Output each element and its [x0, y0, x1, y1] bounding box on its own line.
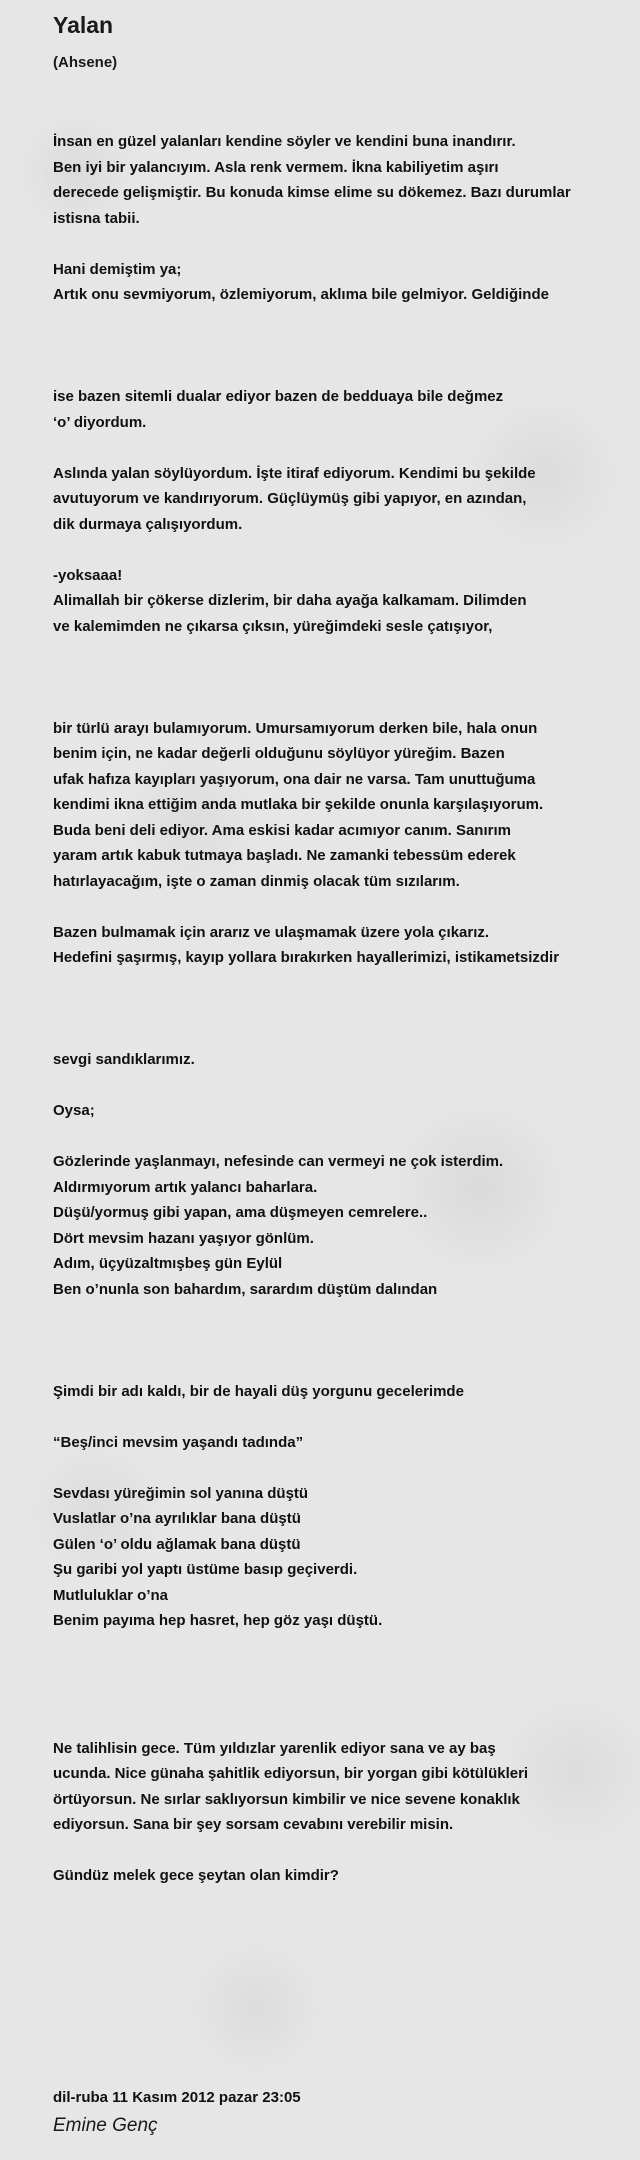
poem-line: Buda beni deli ediyor. Ama eskisi kadar acımıyor canım. Sanırım [53, 821, 511, 839]
poem-line: Şimdi bir adı kaldı, bir de hayali düş yorgunu gecelerimde [53, 1382, 464, 1400]
poem-line: ‘o’ diyordum. [53, 413, 147, 431]
stanza-1 [53, 129, 623, 231]
poem-line: ucunda. Nice günaha şahitlik ediyorsun, bir yorgan gibi kötülükleri [53, 1765, 529, 1782]
stanza-3 [53, 384, 623, 435]
poem-line: Artık onu sevmiyorum, özlemiyorum, aklıma bile gelmiyor. Geldiğinde [53, 286, 549, 303]
poem-line: -yoksaaa! [53, 566, 123, 584]
poem-line: istisna tabii. [53, 209, 140, 227]
poem-line: Oysa; [53, 1102, 95, 1119]
poem-line: kendimi ikna ettiğim anda mutlaka bir şekilde onunla karşılaşıyorum. [53, 796, 544, 813]
stanza-6 [53, 716, 623, 895]
poem-line: Vuslatlar o’na ayrılıklar bana düştü [53, 1510, 301, 1527]
stanza-13 [53, 1481, 623, 1634]
stanza-8 [53, 1047, 623, 1073]
poem-line: İnsan en güzel yalanları kendine söyler ve kendini buna inandırır. [53, 133, 516, 150]
poem-line: Alimallah bir çökerse dizlerim, bir daha ayağa kalkamam. Dilimden [53, 592, 527, 609]
poem-line: örtüyorsun. Ne sırlar saklıyorsun kimbilir ve nice sevene konaklık [53, 1790, 520, 1808]
poem-line: Gündüz melek gece şeytan olan kimdir? [53, 1867, 339, 1884]
poem-line: Hedefini şaşırmış, kayıp yollara bırakırken hayallerimizi, istikametsizdir [53, 949, 560, 966]
stanza-10 [53, 1149, 623, 1302]
stanza-4 [53, 461, 623, 538]
poem-line: Mutluluklar o’na [53, 1586, 169, 1604]
poem-line: Hani demiştim ya; [53, 260, 182, 278]
poem-line: Benim payıma hep hasret, hep göz yaşı düştü. [53, 1612, 383, 1629]
stanza-14 [53, 1736, 623, 1838]
poem-line: “Beş/inci mevsim yaşandı tadında” [53, 1433, 304, 1451]
poem-line: Gülen ‘o’ oldu ağlamak bana düştü [53, 1535, 301, 1553]
stanza-15 [53, 1863, 623, 1889]
stanza-9 [53, 1098, 623, 1124]
poem-date-line: dil-ruba 11 Kasım 2012 pazar 23:05 [53, 2089, 301, 2106]
poem-line: Ben iyi bir yalancıyım. Asla renk vermem. İkna kabiliyetim aşırı [53, 158, 499, 176]
stanza-11 [53, 1379, 623, 1405]
poem-line: bir türlü arayı bulamıyorum. Umursamıyorum derken bile, hala onun [53, 719, 538, 737]
stanza-7 [53, 920, 623, 971]
stanza-12 [53, 1430, 623, 1456]
poem-line: Aldırmıyorum artık yalancı baharlara. [53, 1178, 318, 1196]
poem-line: avutuyorum ve kandırıyorum. Güçlüymüş gibi yapıyor, en azından, [53, 490, 527, 507]
stanza-5 [53, 563, 623, 640]
stanza-2 [53, 257, 623, 308]
poem-line: Ne talihlisin gece. Tüm yıldızlar yarenlik ediyor sana ve ay baş [53, 1739, 496, 1757]
poem-line: Dört mevsim hazanı yaşıyor gönlüm. [53, 1229, 314, 1247]
poem-line: ise bazen sitemli dualar ediyor bazen de bedduaya bile değmez [53, 388, 504, 405]
poem-line: Ben o’nunla son bahardım, sarardım düştüm dalından [53, 1280, 438, 1298]
poem-line: yaram artık kabuk tutmaya başladı. Ne zamanki tebessüm ederek [53, 847, 516, 864]
poem-line: derecede gelişmiştir. Bu konuda kimse elime su dökemez. Bazı durumlar [53, 184, 571, 201]
poem-nickname: (Ahsene) [53, 54, 118, 71]
poem-line: sevgi sandıklarımız. [53, 1051, 195, 1068]
poem-author: Emine Genç [53, 2115, 158, 2136]
poem-line: Gözlerinde yaşlanmayı, nefesinde can vermeyi ne çok isterdim. [53, 1153, 504, 1170]
poem-line: Bazen bulmamak için ararız ve ulaşmamak üzere yola çıkarız. [53, 923, 490, 941]
poem-line: hatırlayacağım, işte o zaman dinmiş olacak tüm sızılarım. [53, 872, 460, 890]
poem-line: Düşü/yormuş gibi yapan, ama düşmeyen cemrelere.. [53, 1204, 428, 1221]
poem-line: Şu garibi yol yaptı üstüme basıp geçiverdi. [53, 1561, 358, 1578]
poem-body [53, 129, 623, 1889]
poem-line: ufak hafıza kayıpları yaşıyorum, ona dair ne varsa. Tam unuttuğuma [53, 770, 536, 788]
poem-line: ediyorsun. Sana bir şey sorsam cevabını verebilir misin. [53, 1816, 454, 1833]
poem-line: Sevdası yüreğimin sol yanına düştü [53, 1484, 309, 1502]
poem-line: ve kalemimden ne çıkarsa çıksın, yüreğimdeki sesle çatışıyor, [53, 617, 493, 635]
poem-line: dik durmaya çalışıyordum. [53, 515, 243, 533]
poem-title: Yalan [53, 12, 114, 38]
poem-line: Aslında yalan söylüyordum. İşte itiraf ediyorum. Kendimi bu şekilde [53, 464, 536, 482]
poem-line: benim için, ne kadar değerli olduğunu söylüyor yüreğim. Bazen [53, 745, 505, 762]
poem-line: Adım, üçyüzaltmışbeş gün Eylül [53, 1255, 283, 1272]
